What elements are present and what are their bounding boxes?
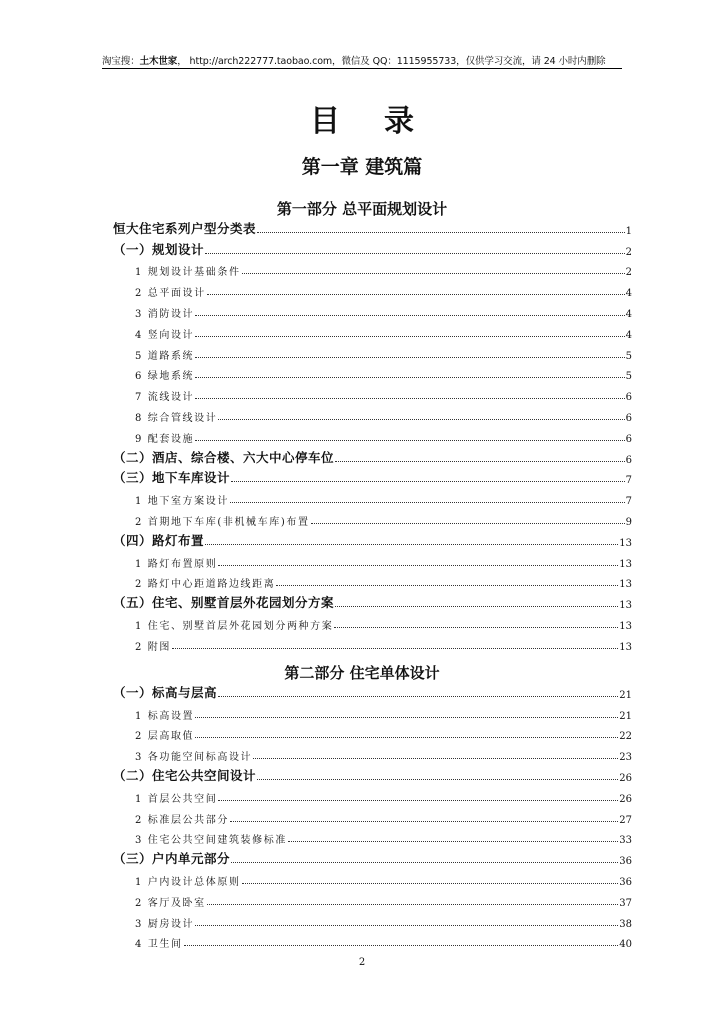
part-heading-1: 第一部分 总平面规划设计 (276, 200, 448, 218)
toc-entry-title: （一）标高与层高 (113, 684, 218, 700)
toc-entry-page: 13 (619, 558, 632, 570)
toc-leader-dots (253, 757, 618, 759)
toc-entry-title: 2 路灯中心距道路边线距离 (135, 579, 276, 591)
header-shop: 土木世家 (139, 56, 178, 67)
toc-entry-title: 5 道路系统 (135, 350, 195, 362)
toc-entry[interactable] (113, 846, 632, 867)
toc-entry[interactable] (113, 237, 632, 258)
toc-leader-dots (276, 584, 618, 586)
toc-entry-title: 4 竖向设计 (135, 329, 195, 341)
header-label: 淘宝搜： (102, 56, 140, 67)
toc-entry-page: 21 (619, 710, 632, 722)
toc-entry-page: 6 (625, 392, 632, 404)
toc-entry-title: 3 消防设计 (135, 308, 195, 320)
header-rule (102, 68, 622, 69)
page-header (102, 53, 622, 67)
toc-entry-page: 13 (619, 537, 632, 549)
toc-entry-page: 21 (619, 689, 632, 701)
toc-leader-dots (242, 882, 619, 884)
toc-entry-title: 1 规划设计基础条件 (135, 267, 241, 279)
toc-entry[interactable] (113, 528, 632, 549)
toc-entry-page: 13 (619, 641, 632, 653)
toc-entry[interactable] (113, 632, 632, 653)
toc-entry-page: 38 (619, 918, 632, 930)
toc-entry-page: 9 (625, 516, 632, 528)
toc-entry-title: 1 地下室方案设计 (135, 496, 229, 508)
toc-leader-dots (218, 418, 624, 420)
toc-leader-dots (205, 252, 625, 254)
toc-entry-page: 26 (619, 793, 632, 805)
toc-entry-title: 8 综合管线设计 (135, 412, 218, 424)
toc-entry-page: 6 (625, 433, 632, 445)
toc-entry-title: （五）住宅、别墅首层外花园划分方案 (113, 595, 335, 611)
toc-leader-dots (231, 480, 625, 482)
toc-entry[interactable] (113, 763, 632, 784)
toc-entry-title: 6 绿地系统 (135, 371, 195, 383)
toc-entry[interactable] (113, 570, 632, 591)
toc-entry-page: 36 (619, 876, 632, 888)
toc-entry-page: 22 (619, 731, 632, 743)
toc-entry-title: 1 住宅、别墅首层外花园划分两种方案 (135, 620, 334, 632)
chapter-heading: 第一章 建筑篇 (301, 156, 423, 178)
toc-leader-dots (335, 460, 625, 462)
toc-entry[interactable] (113, 362, 632, 383)
toc-entry-page: 1 (625, 225, 632, 237)
toc-entry[interactable] (113, 867, 632, 888)
toc-entry[interactable] (113, 888, 632, 909)
toc-leader-dots (195, 924, 618, 926)
toc-entry-title: 1 路灯布置原则 (135, 558, 218, 570)
toc-entry-title: （三）地下车库设计 (113, 470, 231, 486)
toc-entry-title: 3 各功能空间标高设计 (135, 752, 253, 764)
toc-entry-page: 13 (619, 620, 632, 632)
toc-entry-page: 4 (625, 329, 632, 341)
toc-leader-dots (218, 695, 618, 697)
toc-entry[interactable] (113, 445, 632, 466)
toc-entry[interactable] (113, 216, 632, 237)
toc-leader-dots (205, 543, 618, 545)
toc-entry-page: 13 (619, 579, 632, 591)
toc-entry[interactable] (113, 299, 632, 320)
toc-entry-page: 7 (625, 475, 632, 487)
toc-entry[interactable] (113, 341, 632, 362)
toc-entry-page: 6 (625, 454, 632, 466)
toc-entry[interactable] (113, 805, 632, 826)
toc-entry-title: （二）酒店、综合楼、六大中心停车位 (113, 449, 335, 465)
toc-leader-dots (195, 335, 624, 337)
toc-entry-page: 5 (625, 350, 632, 362)
toc-entry[interactable] (113, 424, 632, 445)
toc-leader-dots (230, 820, 618, 822)
toc-entry-title: 2 标准层公共部分 (135, 814, 229, 826)
toc-entry-title: 4 卫生间 (135, 939, 183, 951)
toc-entry-title: 恒大住宅系列户型分类表 (113, 220, 257, 236)
toc-entry[interactable] (113, 826, 632, 847)
toc-entry-title: 2 附图 (135, 641, 171, 653)
toc-entry-title: 1 户内设计总体原则 (135, 876, 241, 888)
toc-entry[interactable] (113, 320, 632, 341)
toc-leader-dots (195, 314, 624, 316)
toc-entry-page: 7 (625, 496, 632, 508)
toc-entry[interactable] (113, 382, 632, 403)
toc-entry-page: 37 (619, 897, 632, 909)
toc-leader-dots (230, 501, 625, 503)
toc-leader-dots (195, 397, 624, 399)
toc-entry[interactable] (113, 549, 632, 570)
toc-title: 目录 (310, 104, 458, 139)
toc-leader-dots (207, 903, 619, 905)
toc-leader-dots (207, 293, 625, 295)
toc-entry[interactable] (113, 742, 632, 763)
toc-entry-page: 2 (625, 246, 632, 258)
toc-entry-title: 1 标高设置 (135, 710, 195, 722)
toc-entry-title: 3 厨房设计 (135, 918, 195, 930)
header-rest: ， http://arch222777.taobao.com，微信及 QQ：1115955733，仅供学习交流，请 24 小时内删除 (177, 56, 606, 67)
toc-entry-page: 4 (625, 288, 632, 300)
toc-entry[interactable] (113, 466, 632, 487)
toc-entry[interactable] (113, 403, 632, 424)
part-heading-2: 第二部分 住宅单体设计 (284, 664, 440, 682)
toc-entry-title: 1 首层公共空间 (135, 793, 218, 805)
toc-entry-title: 2 首期地下车库(非机械车库)布置 (135, 516, 310, 528)
toc-entry-title: （四）路灯布置 (113, 532, 205, 548)
toc-leader-dots (195, 356, 624, 358)
toc-entry-page: 27 (619, 814, 632, 826)
toc-entry-page: 40 (619, 939, 632, 951)
toc-leader-dots (172, 647, 618, 649)
toc-entry[interactable] (113, 784, 632, 805)
toc-leader-dots (242, 272, 625, 274)
toc-entry-page: 5 (625, 371, 632, 383)
toc-leader-dots (311, 522, 625, 524)
toc-entry[interactable] (113, 701, 632, 722)
toc-entry-title: （二）住宅公共空间设计 (113, 767, 257, 783)
toc-leader-dots (195, 376, 624, 378)
toc-entry-title: 3 住宅公共空间建筑装修标准 (135, 835, 287, 847)
toc-list-part-2 (113, 680, 632, 950)
toc-leader-dots (195, 439, 624, 441)
toc-entry-title: 7 流线设计 (135, 392, 195, 404)
toc-leader-dots (257, 778, 618, 780)
toc-leader-dots (218, 799, 618, 801)
toc-entry-title: 9 配套设施 (135, 433, 195, 445)
toc-entry[interactable] (113, 611, 632, 632)
toc-leader-dots (218, 564, 618, 566)
toc-entry-page: 23 (619, 752, 632, 764)
toc-entry-title: 2 总平面设计 (135, 288, 206, 300)
toc-leader-dots (195, 716, 618, 718)
toc-entry-title: 2 客厅及卧室 (135, 897, 206, 909)
toc-entry[interactable] (113, 909, 632, 930)
toc-leader-dots (334, 626, 618, 628)
toc-entry-page: 33 (619, 835, 632, 847)
toc-entry-page: 13 (619, 600, 632, 612)
toc-entry[interactable] (113, 258, 632, 279)
toc-entry-title: （一）规划设计 (113, 241, 205, 257)
toc-leader-dots (184, 944, 619, 946)
page-number: 2 (358, 957, 366, 968)
toc-entry[interactable] (113, 590, 632, 611)
toc-entry[interactable] (113, 486, 632, 507)
toc-entry[interactable] (113, 930, 632, 951)
toc-leader-dots (288, 840, 618, 842)
toc-entry-title: （三）户内单元部分 (113, 851, 231, 867)
toc-entry[interactable] (113, 507, 632, 528)
toc-entry-title: 2 层高取值 (135, 731, 195, 743)
toc-list-part-1 (113, 216, 632, 653)
toc-entry[interactable] (113, 278, 632, 299)
toc-entry[interactable] (113, 722, 632, 743)
toc-leader-dots (231, 861, 618, 863)
toc-leader-dots (257, 231, 625, 233)
toc-entry-page: 36 (619, 856, 632, 868)
toc-entry[interactable] (113, 680, 632, 701)
toc-entry-page: 6 (625, 412, 632, 424)
toc-leader-dots (195, 736, 618, 738)
toc-entry-page: 4 (625, 308, 632, 320)
toc-entry-page: 2 (625, 267, 632, 279)
toc-entry-page: 26 (619, 772, 632, 784)
toc-leader-dots (335, 605, 618, 607)
